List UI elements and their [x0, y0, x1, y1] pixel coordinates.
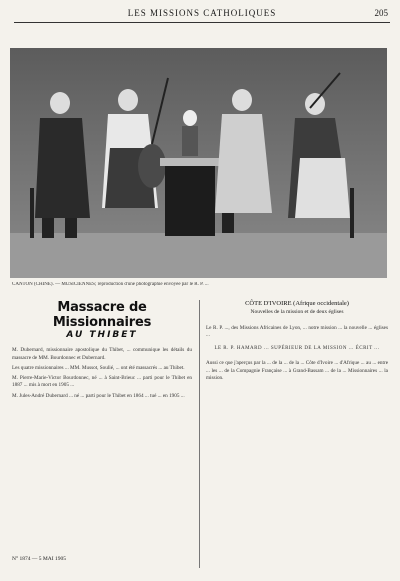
article-paragraph: M. Pierre-Marie-Victor Bourdonnec, né ... à Saint-Brieuc ... parti pour le Thibet en 1887 ... mis à mort en 1905 ...	[12, 375, 192, 389]
issue-footer: N° 1874 — 5 MAI 1905	[12, 556, 66, 562]
article-paragraph: Aussi ce que j'aperçus par la ... de la ... de la ... Côte d'Ivoire ... d'Afrique ... au ... entre ... les ... de la Compagnie Française ... à Grand-Bassam ... de la ... Missionnaires ... la mission.	[206, 360, 388, 382]
article-paragraph: M. Dubernard, missionnaire apostolique du Thibet, ... communique les détails du massacre de MM. Bourdonnec et Dubernard.	[12, 347, 192, 361]
photograph-image	[10, 48, 387, 278]
section-subtitle: Nouvelles de la mission et de deux églises	[250, 309, 344, 316]
article-headline: Massacre de Missionnaires	[52, 300, 152, 330]
photo-caption: CANTON (CHINE). — MUSICIENNES; reproduction d'une photographie envoyée par le R. P. ...	[12, 282, 209, 287]
right-column	[206, 300, 388, 385]
left-column	[12, 300, 192, 403]
article-paragraph: M. Jules-André Dubernard ... né ... parti pour le Thibet en 1864 ... tué ... en 1905 ...	[12, 392, 185, 399]
publication-title: LES MISSIONS CATHOLIQUES	[127, 8, 277, 18]
article-subheadline: AU THIBET	[66, 330, 138, 340]
letter-heading: LE R. P. HAMARD ... SUPÉRIEUR DE LA MISSION ... ÉCRIT ...	[214, 346, 380, 352]
column-divider	[199, 300, 200, 568]
musicians-photograph	[10, 48, 387, 278]
page-header	[14, 8, 390, 23]
article-paragraph: Le R. P. ..., des Missions Africaines de Lyon, ... notre mission ... la nouvelle ... églises ...	[206, 324, 388, 338]
article-paragraph: Les quatre missionnaires ... MM. Mussot, Soulié, ... ont été massacrés ... au Thibet.	[12, 364, 185, 371]
section-title: CÔTE D'IVOIRE (Afrique occidentale)	[245, 300, 349, 307]
page-number: 205	[374, 8, 388, 18]
